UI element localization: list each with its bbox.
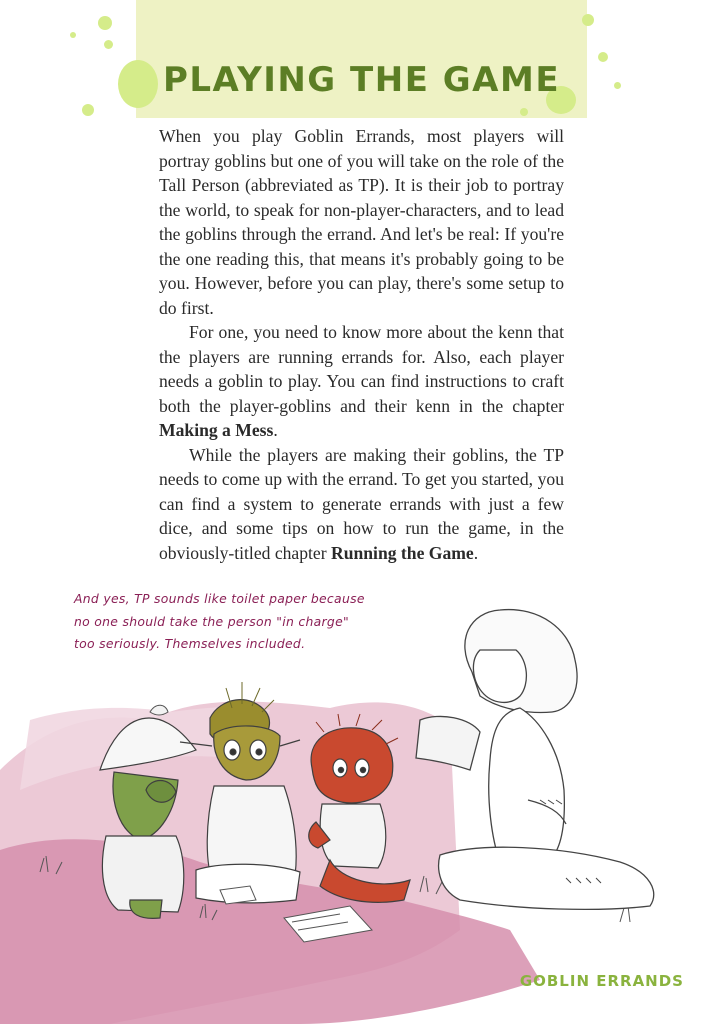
page-title: PLAYING THE GAME — [162, 60, 561, 100]
chapter-reference: Making a Mess — [159, 420, 274, 440]
side-note-line: too seriously. Themselves included. — [74, 636, 306, 651]
chapter-reference: Running the Game — [331, 542, 474, 563]
side-note-line: And yes, TP sounds like toilet paper because — [74, 591, 365, 606]
paragraph: While the players are making their goblins, the TP needs to come up with the errand. To get you started, you can find a system to generate errands with just a few dice, and some tips on how to run the game, in the obviously-titled chapter Running the Game. — [159, 444, 564, 563]
side-note-line: no one should take the person "in charge" — [74, 613, 350, 629]
paragraph: When you play Goblin Errands, most players will portray goblins but one of you will take on the role of the Tall Person (abbreviated as TP). It is their job to portray the world, to speak for non-player-characters, and to lead the goblins through the errand. And let's be real: If you're the one reading this, that means it's probably going to be you. However, before you can play, there's some setup to do first. — [159, 126, 564, 318]
footer-book-title: GOBLIN ERRANDS — [519, 972, 684, 990]
goblins-reading-illustration — [0, 600, 722, 1024]
body-text — [159, 124, 564, 565]
paragraph: For one, you need to know more about the kenn that the players are running errands for. Also, each player needs a goblin to play. You can find instructions to craft both the player-goblins and their kenn in the chapter Making a Mess. — [159, 322, 564, 440]
